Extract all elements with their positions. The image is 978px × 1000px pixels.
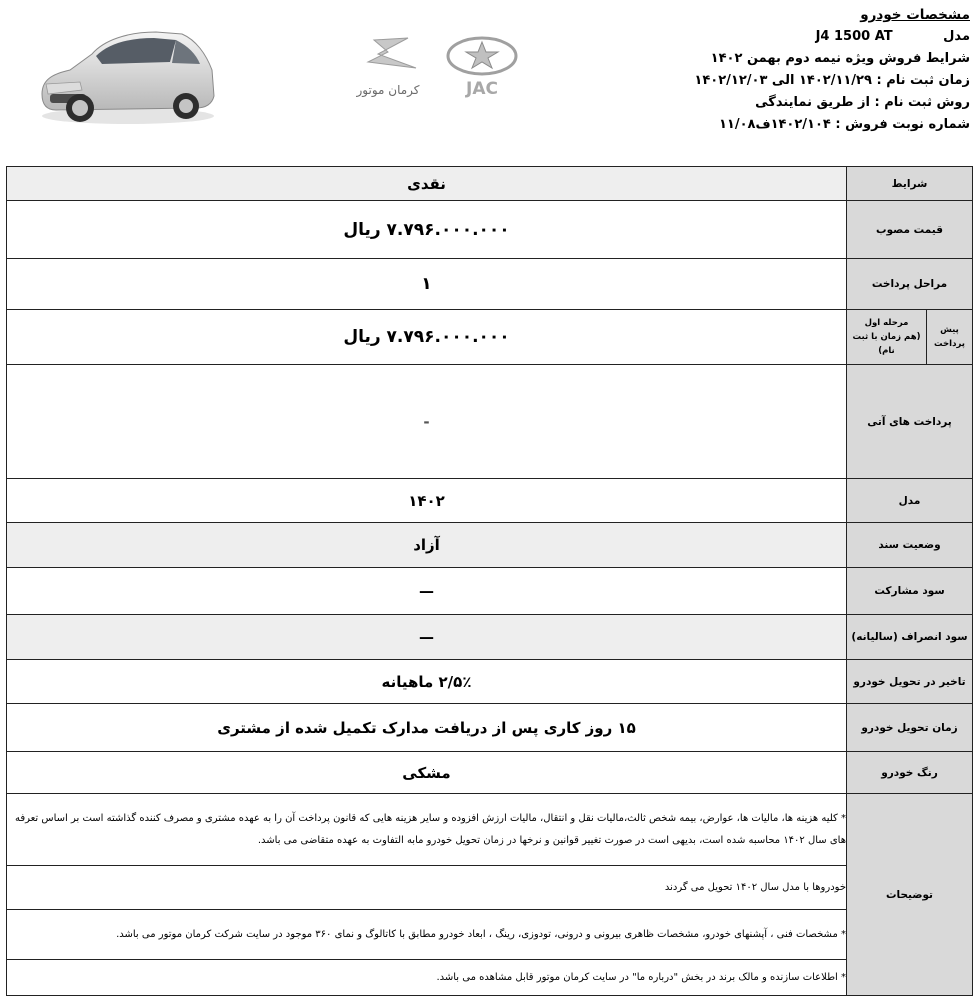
row-notes-2 <box>7 866 973 910</box>
row-participation-profit <box>7 568 973 615</box>
model-year-label: مدل <box>847 479 973 523</box>
row-conditions <box>7 167 973 201</box>
car-specs-header <box>540 4 970 136</box>
model-label: مدل <box>943 29 970 44</box>
jac-wordmark: JAC <box>466 79 498 99</box>
first-stage-subtitle: (هم زمان با ثبت نام) <box>852 332 921 356</box>
sale-terms: شرایط فروش ویژه نیمه دوم بهمن ۱۴۰۲ <box>710 51 970 66</box>
participation-profit-label: سود مشارکت <box>847 568 973 615</box>
row-color <box>7 752 973 794</box>
cancellation-profit-label: سود انصراف (سالیانه) <box>847 615 973 660</box>
row-cancellation-profit <box>7 615 973 660</box>
approved-price-label: قیمت مصوب <box>847 201 973 259</box>
delivery-delay-label: تاخیر در تحویل خودرو <box>847 660 973 704</box>
model-code: J4 1500 AT <box>815 29 893 44</box>
document-status-value: آزاد <box>7 523 847 568</box>
row-future-payments <box>7 365 973 479</box>
row-delivery-delay <box>7 660 973 704</box>
future-payments-value: - <box>7 365 847 479</box>
payment-stages-label: مراحل پرداخت <box>847 259 973 310</box>
payment-stages-value: ۱ <box>7 259 847 310</box>
kerman-motor-logo <box>355 38 419 98</box>
registration-time: زمان ثبت نام : ۱۴۰۲/۱۱/۲۹ الی ۱۴۰۲/۱۲/۰۳ <box>694 73 970 88</box>
conditions-label: شرایط <box>847 167 973 201</box>
color-label: رنگ خودرو <box>847 752 973 794</box>
row-prepayment <box>7 310 973 365</box>
note-specifications: * مشخصات فنی ، آپشنهای خودرو، مشخصات ظاهری بیرونی و درونی، تودوزی، رینگ ، ابعاد خودرو مطابق با کاتالوگ و نمای ۳۶۰ موجود در سایت شرکت کرمان موتور می باشد. <box>7 910 847 960</box>
row-approved-price <box>7 201 973 259</box>
row-notes-1 <box>7 794 973 866</box>
jac-logo <box>448 38 516 99</box>
prepayment-label: پیش پرداخت <box>927 310 973 365</box>
delivery-delay-value: ۲/۵٪ ماهیانه <box>7 660 847 704</box>
sales-turn-number: شماره نوبت فروش : ۱۴۰۲/۱۰۴ف۱۱/۰۸ <box>718 117 970 132</box>
conditions-value: نقدی <box>7 167 847 201</box>
note-model-year: خودروها با مدل سال ۱۴۰۲ تحویل می گردند <box>7 866 847 910</box>
row-notes-4 <box>7 960 973 996</box>
sale-conditions-table <box>6 166 973 996</box>
car-image <box>36 24 216 128</box>
model-year-value: ۱۴۰۲ <box>7 479 847 523</box>
delivery-time-label: زمان تحویل خودرو <box>847 704 973 752</box>
future-payments-label: پرداخت های آتی <box>847 365 973 479</box>
delivery-time-value: ۱۵ روز کاری پس از دریافت مدارک تکمیل شده از مشتری <box>7 704 847 752</box>
document-status-label: وضعیت سند <box>847 523 973 568</box>
kerman-motor-wordmark: کرمان موتور <box>356 83 420 97</box>
note-manufacturer-info: * اطلاعات سازنده و مالک برند در بخش "درباره ما" در سایت کرمان موتور قابل مشاهده می باشد. <box>7 960 847 996</box>
model-line <box>540 26 970 48</box>
row-model <box>7 479 973 523</box>
notes-label: توضیحات <box>847 794 973 996</box>
prepayment-value: ۷.۷۹۶.۰۰۰.۰۰۰ ریال <box>7 310 847 365</box>
brand-logos <box>344 34 524 104</box>
cancellation-profit-value: — <box>7 615 847 660</box>
row-document-status <box>7 523 973 568</box>
approved-price-value: ۷.۷۹۶.۰۰۰.۰۰۰ ریال <box>7 201 847 259</box>
first-stage-label <box>847 310 927 365</box>
color-value: مشکی <box>7 752 847 794</box>
first-stage-title: مرحله اول <box>864 318 909 328</box>
participation-profit-value: — <box>7 568 847 615</box>
row-payment-stages <box>7 259 973 310</box>
page-title: مشخصات خودرو <box>860 7 970 23</box>
row-delivery-time <box>7 704 973 752</box>
registration-method: روش ثبت نام : از طریق نمایندگی <box>755 95 970 110</box>
page-header <box>0 0 978 166</box>
row-notes-3 <box>7 910 973 960</box>
note-taxes: * کلیه هزینه ها، مالیات ها، عوارض، بیمه شخص ثالث،مالیات نقل و انتقال، مالیات ارزش افزوده و سایر هزینه هایی که قانون پرداخت آن را به عهده مشتری و مصرف کننده گذاشته است بر اساس تعرفه های سال ۱۴۰۲ محاسبه شده است، بدیهی است در صورت تغییر قوانین و نرخها در زمان تحویل خودرو مابه التفاوت به عهده متقاضی می باشد. <box>7 794 847 866</box>
